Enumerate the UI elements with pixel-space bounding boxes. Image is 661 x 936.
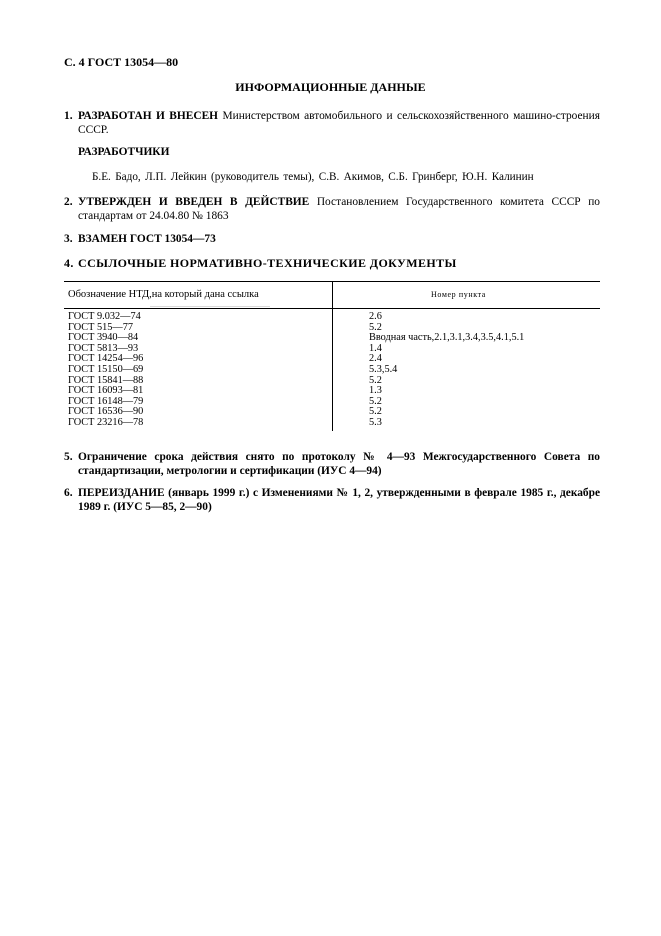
developers-names: Б.Е. Бадо, Л.П. Лейкин (руководитель темы), С.В. Акимов, С.Б. Гринберг, Ю.Н. Калинин [92, 171, 534, 183]
cell-designation: ГОСТ 14254—96 [64, 354, 333, 365]
cell-clause: 2.6 [369, 311, 382, 322]
table-row [64, 344, 600, 355]
section-5-text: Ограничение срока действия снято по протоколу № 4—93 Межгосударственного Совета по стандартизации, метрологии и сертификации (ИУС 4—94) [78, 451, 600, 477]
cell-designation: ГОСТ 15841—88 [64, 376, 333, 387]
section-5 [64, 450, 600, 478]
cell-clause: 5.3 [369, 416, 382, 428]
section-4-number: 4. [64, 256, 74, 270]
section-6 [64, 486, 600, 514]
table-row [64, 365, 600, 376]
table-row [64, 397, 600, 408]
table-row [64, 386, 600, 397]
section-2-heading: УТВЕРЖДЕН И ВВЕДЕН В ДЕЙСТВИЕ [78, 196, 310, 208]
cell-clause: 2.4 [369, 353, 382, 365]
section-3-text: ВЗАМЕН ГОСТ 13054—73 [78, 233, 216, 245]
page-header: С. 4 ГОСТ 13054—80 [64, 55, 179, 69]
section-4-text: ССЫЛОЧНЫЕ НОРМАТИВНО-ТЕХНИЧЕСКИЕ ДОКУМЕНТЫ [78, 256, 457, 270]
section-1-heading: РАЗРАБОТАН И ВНЕСЕН [78, 110, 219, 122]
table-row [64, 407, 600, 418]
table-header-row [64, 282, 600, 309]
section-1-text: Министерством автомобильного и сельскохозяйственного машино-строения СССР. [78, 110, 600, 136]
cell-clause: 1.4 [369, 342, 382, 354]
cell-designation: ГОСТ 5813—93 [64, 344, 333, 355]
cell-designation: ГОСТ 16093—81 [64, 386, 333, 397]
cell-clause: 5.2 [369, 374, 382, 386]
cell-clause: 5.3,5.4 [369, 363, 398, 375]
section-6-text: ПЕРЕИЗДАНИЕ (январь 1999 г.) с Изменениями № 1, 2, утвержденными в феврале 1985 г., декабре 1989 г. (ИУС 5—85, 2—90) [78, 487, 600, 513]
cell-clause: 5.2 [369, 406, 382, 418]
table-row [64, 418, 600, 431]
section-3-number: 3. [64, 233, 73, 245]
cell-designation: ГОСТ 16536—90 [64, 407, 333, 418]
cell-designation: ГОСТ 15150—69 [64, 365, 333, 376]
cell-designation: ГОСТ 515—77 [64, 323, 333, 334]
page-title: ИНФОРМАЦИОННЫЕ ДАННЫЕ [235, 80, 426, 94]
cell-designation: ГОСТ 3940—84 [64, 333, 333, 344]
cell-designation: ГОСТ 9.032—74 [64, 309, 333, 323]
cell-clause: 5.2 [369, 321, 382, 333]
references-table [64, 281, 600, 431]
section-2 [64, 195, 600, 223]
developers-heading: РАЗРАБОТЧИКИ [78, 146, 170, 158]
col-header-clause: Номер пункта [431, 289, 486, 299]
section-6-number: 6. [64, 487, 73, 499]
section-5-number: 5. [64, 451, 73, 463]
table-row [64, 376, 600, 387]
faint-rule [150, 306, 270, 307]
table-row [64, 309, 600, 323]
section-1-number: 1. [64, 110, 73, 122]
cell-clause: Вводная часть,2.1,3.1,3.4,3.5,4.1,5.1 [369, 332, 525, 344]
col-header-designation: Обозначение НТД,на который дана ссылка [64, 282, 333, 309]
table-row [64, 354, 600, 365]
section-4 [64, 256, 457, 270]
cell-designation: ГОСТ 23216—78 [64, 418, 333, 431]
section-2-number: 2. [64, 196, 73, 208]
table-row [64, 333, 600, 344]
table-body [64, 309, 600, 431]
section-2-text: Постановлением Государственного комитета СССР по стандартам от 24.04.80 № 1863 [78, 196, 600, 222]
cell-designation: ГОСТ 16148—79 [64, 397, 333, 408]
section-3 [64, 232, 216, 246]
cell-clause: 1.3 [369, 385, 382, 397]
section-1 [64, 109, 600, 137]
cell-clause: 5.2 [369, 395, 382, 407]
